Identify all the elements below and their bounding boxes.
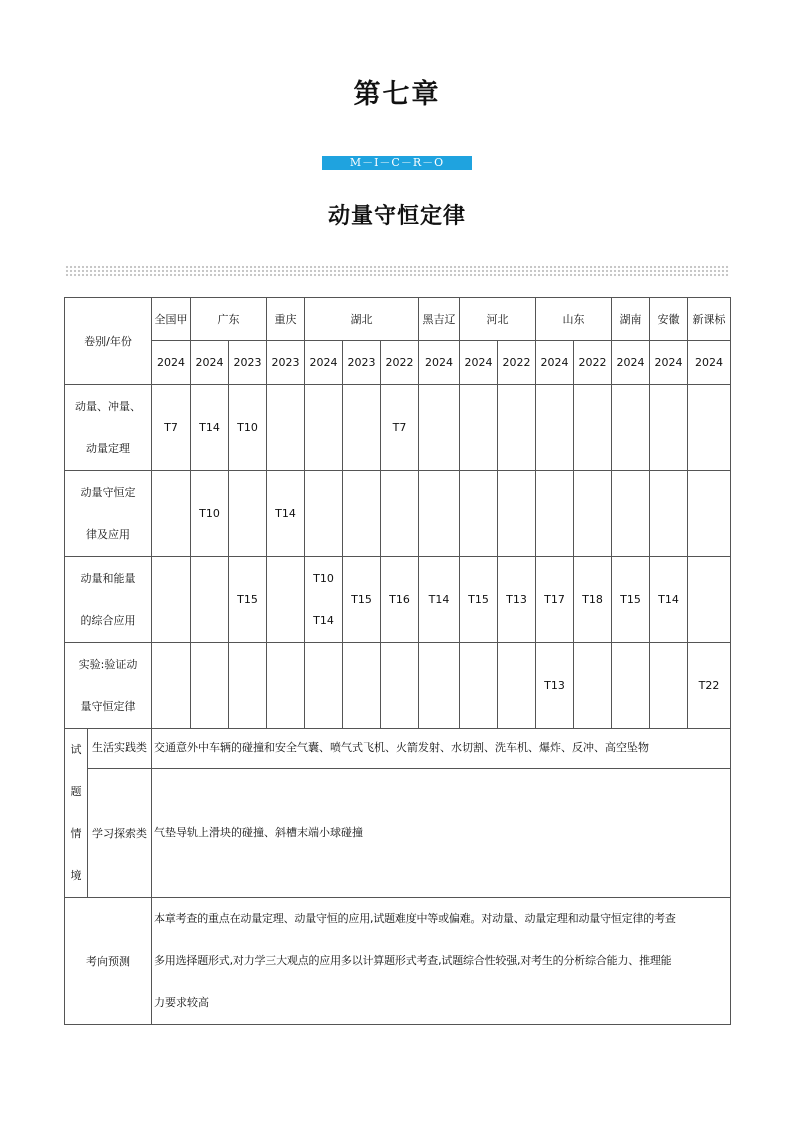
question-cell: T15 (229, 557, 267, 643)
region-header: 新课标 (688, 298, 731, 341)
context-group-char: 情 (70, 827, 82, 840)
question-cell: T15 (612, 557, 650, 643)
question-cell (191, 643, 229, 729)
topic-label (65, 471, 152, 557)
question-cell (688, 557, 731, 643)
year-cell: 2022 (574, 341, 612, 385)
question-cell (536, 385, 574, 471)
question-cell: T10 (229, 385, 267, 471)
region-header: 重庆 (267, 298, 305, 341)
question-cell (688, 471, 731, 557)
question-cell (305, 385, 343, 471)
region-header: 黑吉辽 (419, 298, 460, 341)
question-cell: T15 (343, 557, 381, 643)
prediction-line: 力要求较高 (154, 996, 209, 1009)
topic-row (65, 471, 731, 557)
year-cell: 2024 (536, 341, 574, 385)
question-cell (460, 643, 498, 729)
prediction-label: 考向预测 (65, 898, 152, 1025)
question-cell-line: T14 (313, 613, 334, 627)
question-cell: T14 (267, 471, 305, 557)
year-cell: 2023 (267, 341, 305, 385)
prediction-line: 本章考查的重点在动量定理、动量守恒的应用,试题难度中等或偏难。对动量、动量定理和动量守恒定律的考查 (154, 912, 676, 925)
topic-label-line: 实验:验证动 (78, 658, 138, 671)
year-cell: 2024 (419, 341, 460, 385)
question-cell (419, 643, 460, 729)
topic-label-line: 动量和能量 (80, 572, 136, 585)
question-cell (498, 385, 536, 471)
region-header: 山东 (536, 298, 612, 341)
question-cell (688, 385, 731, 471)
question-cell (498, 471, 536, 557)
topic-label-line: 的综合应用 (80, 614, 136, 627)
year-cell: 2022 (498, 341, 536, 385)
year-cell: 2024 (460, 341, 498, 385)
region-header-row (65, 298, 731, 341)
question-cell (574, 643, 612, 729)
context-group-char: 试 (70, 743, 82, 756)
topic-row (65, 557, 731, 643)
dotted-divider (65, 265, 729, 277)
context-group-char: 境 (70, 869, 82, 882)
question-cell (229, 643, 267, 729)
topic-label-line: 动量定理 (86, 442, 130, 455)
question-cell (419, 385, 460, 471)
question-cell: T14 (419, 557, 460, 643)
question-cell (650, 385, 688, 471)
question-cell (267, 643, 305, 729)
year-cell: 2024 (688, 341, 731, 385)
year-cell: 2023 (343, 341, 381, 385)
question-cell (152, 557, 191, 643)
micro-banner: M－I－C－R－O (322, 156, 472, 170)
year-cell: 2024 (305, 341, 343, 385)
year-cell: 2022 (381, 341, 419, 385)
question-cell (267, 557, 305, 643)
question-cell: T22 (688, 643, 731, 729)
region-header: 安徽 (650, 298, 688, 341)
context-row-study (65, 769, 731, 898)
question-cell (152, 643, 191, 729)
chapter-title: 第七章 (353, 79, 441, 110)
topic-label-line: 动量守恒定 (80, 486, 136, 499)
region-header: 湖南 (612, 298, 650, 341)
question-cell (343, 385, 381, 471)
question-cell: T17 (536, 557, 574, 643)
question-cell (574, 471, 612, 557)
question-cell (574, 385, 612, 471)
question-cell: T10 (191, 471, 229, 557)
year-cell: 2024 (612, 341, 650, 385)
region-header: 湖北 (305, 298, 419, 341)
question-cell (152, 471, 191, 557)
context-group-char: 题 (70, 785, 82, 798)
year-cell: 2023 (229, 341, 267, 385)
context-type-label: 生活实践类 (88, 729, 152, 769)
context-description: 交通意外中车辆的碰撞和安全气囊、喷气式飞机、火箭发射、水切割、洗车机、爆炸、反冲、高空坠物 (152, 729, 731, 769)
question-cell (305, 471, 343, 557)
section-title: 动量守恒定律 (327, 204, 466, 229)
question-cell (191, 557, 229, 643)
topic-label (65, 385, 152, 471)
question-cell (267, 385, 305, 471)
question-cell (612, 385, 650, 471)
year-cell: 2024 (152, 341, 191, 385)
year-cell: 2024 (191, 341, 229, 385)
question-cell-line: T10 (313, 571, 334, 585)
question-cell: T14 (650, 557, 688, 643)
question-cell (305, 643, 343, 729)
region-header: 广东 (191, 298, 267, 341)
year-cell: 2024 (650, 341, 688, 385)
context-row-life (65, 729, 731, 769)
question-cell (612, 471, 650, 557)
question-cell (305, 557, 343, 643)
question-cell (460, 385, 498, 471)
question-cell (381, 643, 419, 729)
question-cell: T7 (152, 385, 191, 471)
context-type-label: 学习探索类 (88, 769, 152, 898)
question-cell (229, 471, 267, 557)
question-cell (498, 643, 536, 729)
topic-row (65, 643, 731, 729)
region-header: 全国甲 (152, 298, 191, 341)
question-cell: T15 (460, 557, 498, 643)
question-cell (381, 471, 419, 557)
prediction-line: 多用选择题形式,对力学三大观点的应用多以计算题形式考查,试题综合性较强,对考生的分析综合能力、推理能 (154, 954, 672, 967)
question-cell (650, 471, 688, 557)
topic-label-line: 量守恒定律 (80, 700, 136, 713)
topic-label (65, 557, 152, 643)
question-cell: T13 (498, 557, 536, 643)
topic-label (65, 643, 152, 729)
question-cell (536, 471, 574, 557)
corner-label: 卷别/年份 (65, 298, 152, 385)
question-cell (612, 643, 650, 729)
topic-label-line: 动量、冲量、 (75, 400, 141, 413)
question-cell: T18 (574, 557, 612, 643)
question-cell: T7 (381, 385, 419, 471)
question-cell (650, 643, 688, 729)
year-header-row (65, 341, 731, 385)
question-cell (419, 471, 460, 557)
exam-distribution-table (64, 297, 731, 1025)
prediction-row (65, 898, 731, 1025)
question-cell: T14 (191, 385, 229, 471)
region-header: 河北 (460, 298, 536, 341)
context-group-label (65, 729, 88, 898)
prediction-text (152, 898, 731, 1025)
question-cell: T13 (536, 643, 574, 729)
topic-row (65, 385, 731, 471)
context-description: 气垫导轨上滑块的碰撞、斜槽末端小球碰撞 (152, 769, 731, 898)
topic-label-line: 律及应用 (86, 528, 130, 541)
question-cell (343, 471, 381, 557)
question-cell (343, 643, 381, 729)
question-cell (460, 471, 498, 557)
question-cell: T16 (381, 557, 419, 643)
